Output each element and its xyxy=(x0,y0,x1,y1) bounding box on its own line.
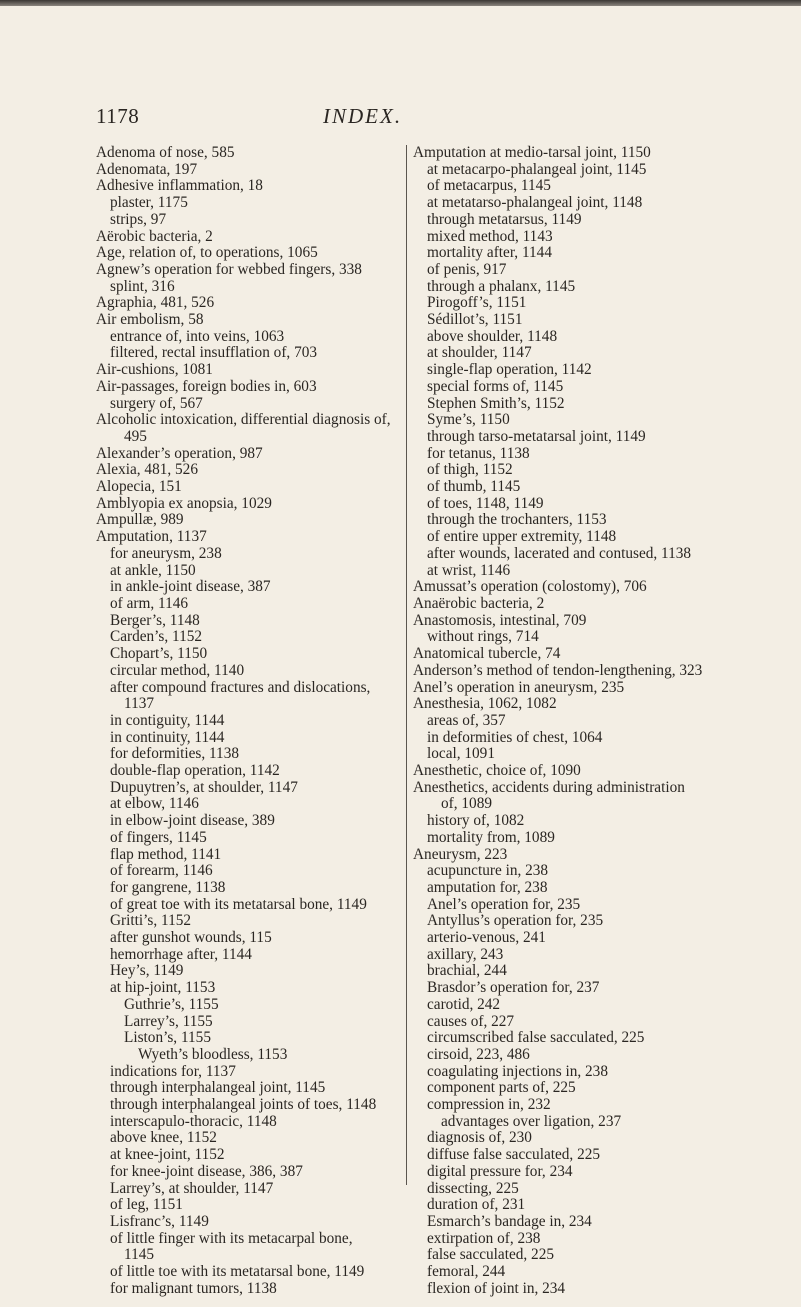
index-entry: at shoulder, 1147 xyxy=(427,344,532,362)
index-entry: in ankle-joint disease, 387 xyxy=(110,578,271,596)
index-entry: Anesthesia, 1062, 1082 xyxy=(413,695,557,713)
index-entry: of thigh, 1152 xyxy=(427,461,513,479)
index-entry: Larrey’s, 1155 xyxy=(124,1012,213,1030)
index-entry: duration of, 231 xyxy=(427,1196,526,1214)
index-entry: Hey’s, 1149 xyxy=(110,962,184,980)
index-entry: advantages over ligation, 237 xyxy=(441,1112,622,1130)
index-entry: of great toe with its metatarsal bone, 1149 xyxy=(110,895,367,913)
index-entry: for gangrene, 1138 xyxy=(110,878,226,896)
index-entry: Anesthetic, choice of, 1090 xyxy=(413,762,581,780)
index-entry: Carden’s, 1152 xyxy=(110,628,203,646)
index-entry: filtered, rectal insufflation of, 703 xyxy=(110,344,318,362)
index-entry: Age, relation of, to operations, 1065 xyxy=(96,244,318,262)
page-number: 1178 xyxy=(96,104,140,128)
index-entry: plaster, 1175 xyxy=(110,194,188,212)
index-entry: of, 1089 xyxy=(441,795,492,813)
index-entry: for aneurysm, 238 xyxy=(110,544,222,562)
index-entry: digital pressure for, 234 xyxy=(427,1162,573,1180)
index-entry: mortality after, 1144 xyxy=(427,244,552,262)
index-entry: of arm, 1146 xyxy=(110,594,189,612)
index-entry: of little finger with its metacarpal bone, xyxy=(110,1229,353,1247)
index-entry: splint, 316 xyxy=(110,277,175,295)
index-entry: Anaërobic bacteria, 2 xyxy=(413,594,545,612)
index-entry: above knee, 1152 xyxy=(110,1129,217,1147)
index-entry: mortality from, 1089 xyxy=(427,828,555,846)
index-entry: Anel’s operation for, 235 xyxy=(427,895,581,913)
index-entry: Adenomata, 197 xyxy=(96,160,198,178)
index-entry: hemorrhage after, 1144 xyxy=(110,945,252,963)
index-entry: interscapulo-thoracic, 1148 xyxy=(110,1112,277,1130)
index-entry: Liston’s, 1155 xyxy=(124,1029,211,1047)
index-entry: brachial, 244 xyxy=(427,962,507,980)
index-entry: amputation for, 238 xyxy=(427,878,548,896)
index-entry: diagnosis of, 230 xyxy=(427,1129,532,1147)
index-entry: Wyeth’s bloodless, 1153 xyxy=(138,1045,288,1063)
index-entry: Anesthetics, accidents during administration xyxy=(413,778,685,796)
index-entry: after compound fractures and dislocations, xyxy=(110,678,371,696)
index-entry: through a phalanx, 1145 xyxy=(427,277,576,295)
index-entry: at hip-joint, 1153 xyxy=(110,979,216,997)
index-entry: Anatomical tubercle, 74 xyxy=(413,645,561,663)
index-entry: at elbow, 1146 xyxy=(110,795,199,813)
index-entry: Alexander’s operation, 987 xyxy=(96,444,263,462)
index-entry: for malignant tumors, 1138 xyxy=(110,1279,277,1297)
index-entry: local, 1091 xyxy=(427,745,495,763)
index-entry: entrance of, into veins, 1063 xyxy=(110,327,285,345)
index-entry: 1145 xyxy=(124,1246,155,1264)
index-entry: of entire upper extremity, 1148 xyxy=(427,528,617,546)
index-entry: circular method, 1140 xyxy=(110,661,245,679)
index-entry: acupuncture in, 238 xyxy=(427,862,549,880)
index-column-right xyxy=(413,145,743,1298)
index-entry: Aërobic bacteria, 2 xyxy=(96,227,213,245)
index-entry: Aneurysm, 223 xyxy=(413,845,508,863)
index-entry: Alopecia, 151 xyxy=(96,478,182,496)
index-entry: Antyllus’s operation for, 235 xyxy=(427,912,604,930)
index-entry: Anastomosis, intestinal, 709 xyxy=(413,611,587,629)
index-entry: of little toe with its metatarsal bone, 1149 xyxy=(110,1263,365,1281)
index-entry: at ankle, 1150 xyxy=(110,561,196,579)
index-entry: Agraphia, 481, 526 xyxy=(96,294,215,312)
page-header xyxy=(96,104,696,130)
index-entry: flap method, 1141 xyxy=(110,845,222,863)
index-entry: axillary, 243 xyxy=(427,945,504,963)
index-entry: Alcoholic intoxication, differential diagnosis of, xyxy=(96,411,391,429)
index-entry: double-flap operation, 1142 xyxy=(110,762,280,780)
index-entry: Amputation, 1137 xyxy=(96,528,207,546)
index-entry: Larrey’s, at shoulder, 1147 xyxy=(110,1179,274,1197)
index-entry: arterio-venous, 241 xyxy=(427,929,546,947)
index-entry: at metatarso-phalangeal joint, 1148 xyxy=(427,194,643,212)
index-entry: Adhesive inflammation, 18 xyxy=(96,177,263,195)
index-entry: Gritti’s, 1152 xyxy=(110,912,192,930)
index-entry: Adenoma of nose, 585 xyxy=(96,144,235,161)
index-entry: through the trochanters, 1153 xyxy=(427,511,607,529)
index-entry: Amblyopia ex anopsia, 1029 xyxy=(96,494,272,512)
index-entry: Agnew’s operation for webbed fingers, 338 xyxy=(96,260,362,278)
index-entry: 495 xyxy=(124,427,147,445)
index-entry: of metacarpus, 1145 xyxy=(427,177,551,195)
index-entry: after wounds, lacerated and contused, 1138 xyxy=(427,544,692,562)
index-entry: Syme’s, 1150 xyxy=(427,411,510,429)
index-entry: of toes, 1148, 1149 xyxy=(427,494,544,512)
index-entry: Berger’s, 1148 xyxy=(110,611,200,629)
index-entry: Anderson’s method of tendon-lengthening, 323 xyxy=(413,661,703,679)
index-entry: false sacculated, 225 xyxy=(427,1246,554,1264)
index-entry: coagulating injections in, 238 xyxy=(427,1062,608,1080)
index-entry: Anel’s operation in aneurysm, 235 xyxy=(413,678,625,696)
index-entry: mixed method, 1143 xyxy=(427,227,553,245)
index-entry: in elbow-joint disease, 389 xyxy=(110,812,275,830)
index-entry: without rings, 714 xyxy=(427,628,539,646)
index-entry: areas of, 357 xyxy=(427,711,506,729)
index-entry: strips, 97 xyxy=(110,210,167,228)
index-entry: Lisfranc’s, 1149 xyxy=(110,1213,209,1230)
index-entry: Air-cushions, 1081 xyxy=(96,361,213,379)
index-entry: Air embolism, 58 xyxy=(96,311,204,329)
index-entry: special forms of, 1145 xyxy=(427,377,564,395)
index-entry: Dupuytren’s, at shoulder, 1147 xyxy=(110,778,298,796)
index-entry: Sédillot’s, 1151 xyxy=(427,311,523,329)
index-entry: at metacarpo-phalangeal joint, 1145 xyxy=(427,160,647,178)
index-entry: flexion of joint in, 234 xyxy=(427,1279,566,1297)
index-column-left xyxy=(96,145,396,1298)
index-entry: Amussat’s operation (colostomy), 706 xyxy=(413,578,647,596)
top-edge-rule xyxy=(0,0,801,6)
index-entry: cirsoid, 223, 486 xyxy=(427,1045,530,1063)
index-entry: through metatarsus, 1149 xyxy=(427,210,582,228)
index-entry: above shoulder, 1148 xyxy=(427,327,558,345)
index-entry: compression in, 232 xyxy=(427,1096,551,1114)
index-entry: through interphalangeal joint, 1145 xyxy=(110,1079,326,1097)
index-entry: Esmarch’s bandage in, 234 xyxy=(427,1213,592,1230)
index-entry: for tetanus, 1138 xyxy=(427,444,530,462)
index-entry: through tarso-metatarsal joint, 1149 xyxy=(427,427,646,445)
index-entry: 1137 xyxy=(124,695,155,713)
index-entry: after gunshot wounds, 115 xyxy=(110,929,272,947)
index-entry: carotid, 242 xyxy=(427,995,501,1013)
index-entry: Air-passages, foreign bodies in, 603 xyxy=(96,377,317,395)
index-entry: history of, 1082 xyxy=(427,812,525,830)
index-entry: of leg, 1151 xyxy=(110,1196,183,1214)
index-entry: in deformities of chest, 1064 xyxy=(427,728,603,746)
index-entry: component parts of, 225 xyxy=(427,1079,576,1097)
column-divider xyxy=(406,145,407,1185)
index-entry: for knee-joint disease, 386, 387 xyxy=(110,1162,303,1180)
index-entry: of penis, 917 xyxy=(427,260,507,278)
index-entry: femoral, 244 xyxy=(427,1263,506,1281)
index-entry: Ampullæ, 989 xyxy=(96,511,184,529)
index-entry: diffuse false sacculated, 225 xyxy=(427,1146,601,1164)
index-entry: surgery of, 567 xyxy=(110,394,203,412)
index-entry: circumscribed false sacculated, 225 xyxy=(427,1029,645,1047)
index-entry: of forearm, 1146 xyxy=(110,862,213,880)
index-entry: of fingers, 1145 xyxy=(110,828,207,846)
index-entry: Guthrie’s, 1155 xyxy=(124,995,219,1013)
index-entry: causes of, 227 xyxy=(427,1012,515,1030)
index-entry: Brasdor’s operation for, 237 xyxy=(427,979,600,997)
index-entry: Pirogoff’s, 1151 xyxy=(427,294,527,312)
index-entry: in contiguity, 1144 xyxy=(110,711,225,729)
index-entry: through interphalangeal joints of toes, 1148 xyxy=(110,1096,377,1114)
index-entry: at wrist, 1146 xyxy=(427,561,511,579)
index-entry: extirpation of, 238 xyxy=(427,1229,541,1247)
index-entry: in continuity, 1144 xyxy=(110,728,225,746)
index-entry: at knee-joint, 1152 xyxy=(110,1146,225,1164)
index-entry: single-flap operation, 1142 xyxy=(427,361,592,379)
index-entry: dissecting, 225 xyxy=(427,1179,519,1197)
index-entry: Chopart’s, 1150 xyxy=(110,645,208,663)
index-entry: Alexia, 481, 526 xyxy=(96,461,198,479)
index-entry: Stephen Smith’s, 1152 xyxy=(427,394,565,412)
index-entry: of thumb, 1145 xyxy=(427,478,521,496)
running-head: INDEX. xyxy=(323,104,403,128)
index-entry: indications for, 1137 xyxy=(110,1062,236,1080)
index-entry: for deformities, 1138 xyxy=(110,745,240,763)
index-entry: Amputation at medio-tarsal joint, 1150 xyxy=(413,144,651,161)
